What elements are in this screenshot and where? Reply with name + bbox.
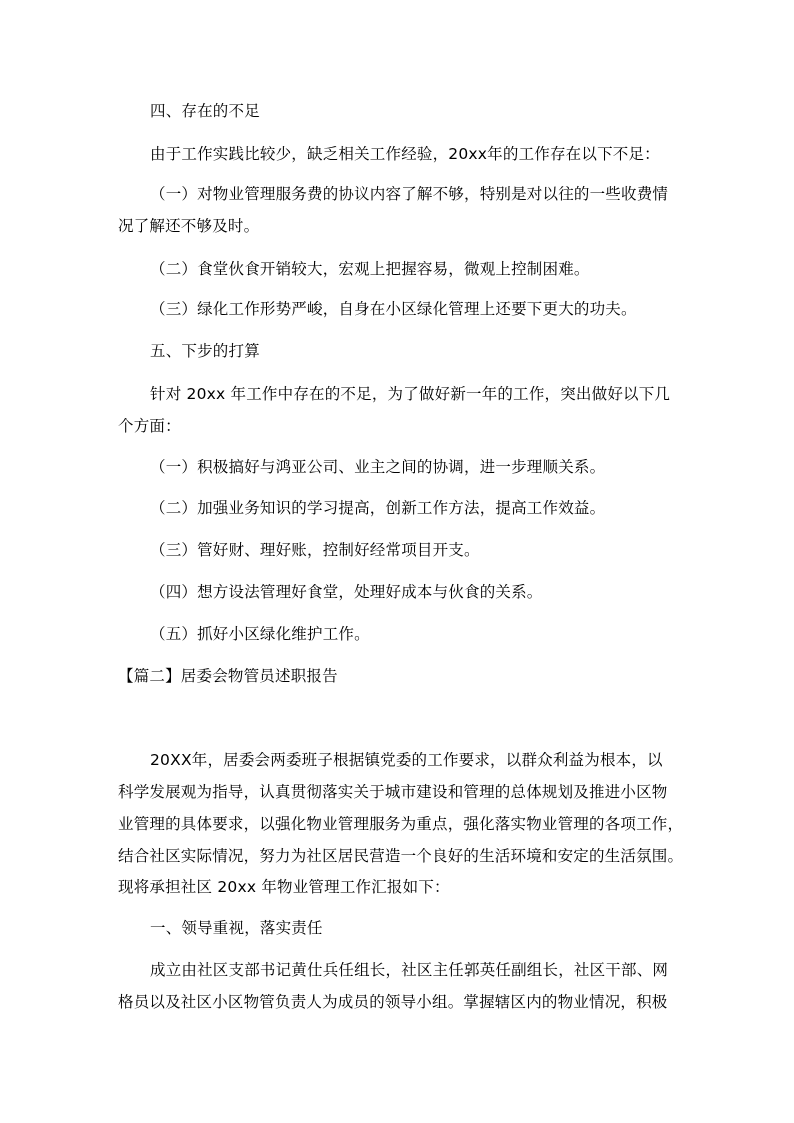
list-item-line: （三）管好财、理好账，控制好经常项目开支。 (150, 541, 480, 559)
list-item-line: （三）绿化工作形势严峻，自身在小区绿化管理上还要下更大的功夫。 (150, 300, 637, 318)
paragraph-line: 20XX年，居委会两委班子根据镇党委的工作要求，以群众利益为根本，以 (150, 751, 663, 769)
paragraph-line: 针对 20xx 年工作中存在的不足，为了做好新一年的工作，突出做好以下几 (150, 385, 671, 403)
list-item-line: （二）食堂伙食开销较大，宏观上把握容易，微观上控制困难。 (150, 260, 590, 278)
list-item-line: （五）抓好小区绿化维护工作。 (150, 625, 370, 643)
section-heading-shortcomings: 四、存在的不足 (150, 102, 260, 120)
paragraph-line: 科学发展观为指导，认真贯彻落实关于城市建设和管理的总体规划及推进小区物 (118, 783, 668, 801)
paragraph-line: 由于工作实践比较少，缺乏相关工作经验，20xx年的工作存在以下不足： (150, 145, 660, 163)
paragraph-line: 业管理的具体要求，以强化物业管理服务为重点，强化落实物业管理的各项工作， (118, 815, 684, 833)
section-heading-leadership: 一、领导重视，落实责任 (150, 919, 323, 937)
list-item-line: （二）加强业务知识的学习提高，创新工作方法，提高工作效益。 (150, 499, 606, 517)
list-item-line: （一）积极搞好与鸿亚公司、业主之间的协调，进一步理顺关系。 (150, 458, 606, 476)
list-item-line: （四）想方设法管理好食堂，处理好成本与伙食的关系。 (150, 583, 543, 601)
section-heading-next-steps: 五、下步的打算 (150, 342, 260, 360)
article-title: 【篇二】居委会物管员述职报告 (118, 667, 338, 685)
paragraph-line: 结合社区实际情况，努力为社区居民营造一个良好的生活环境和安定的生活氛围。 (118, 847, 684, 865)
paragraph-line: 成立由社区支部书记黄仕兵任组长，社区主任郭英任副组长，社区干部、网 (150, 961, 669, 979)
paragraph-line: 格员以及社区小区物管负责人为成员的领导小组。掌握辖区内的物业情况，积极 (118, 993, 668, 1011)
paragraph-line: 现将承担社区 20xx 年物业管理工作汇报如下： (118, 878, 450, 896)
paragraph-line: 个方面： (118, 417, 181, 435)
list-item-line: 况了解还不够及时。 (118, 217, 260, 235)
list-item-line: （一）对物业管理服务费的协议内容了解不够，特别是对以往的一些收费情 (150, 185, 669, 203)
